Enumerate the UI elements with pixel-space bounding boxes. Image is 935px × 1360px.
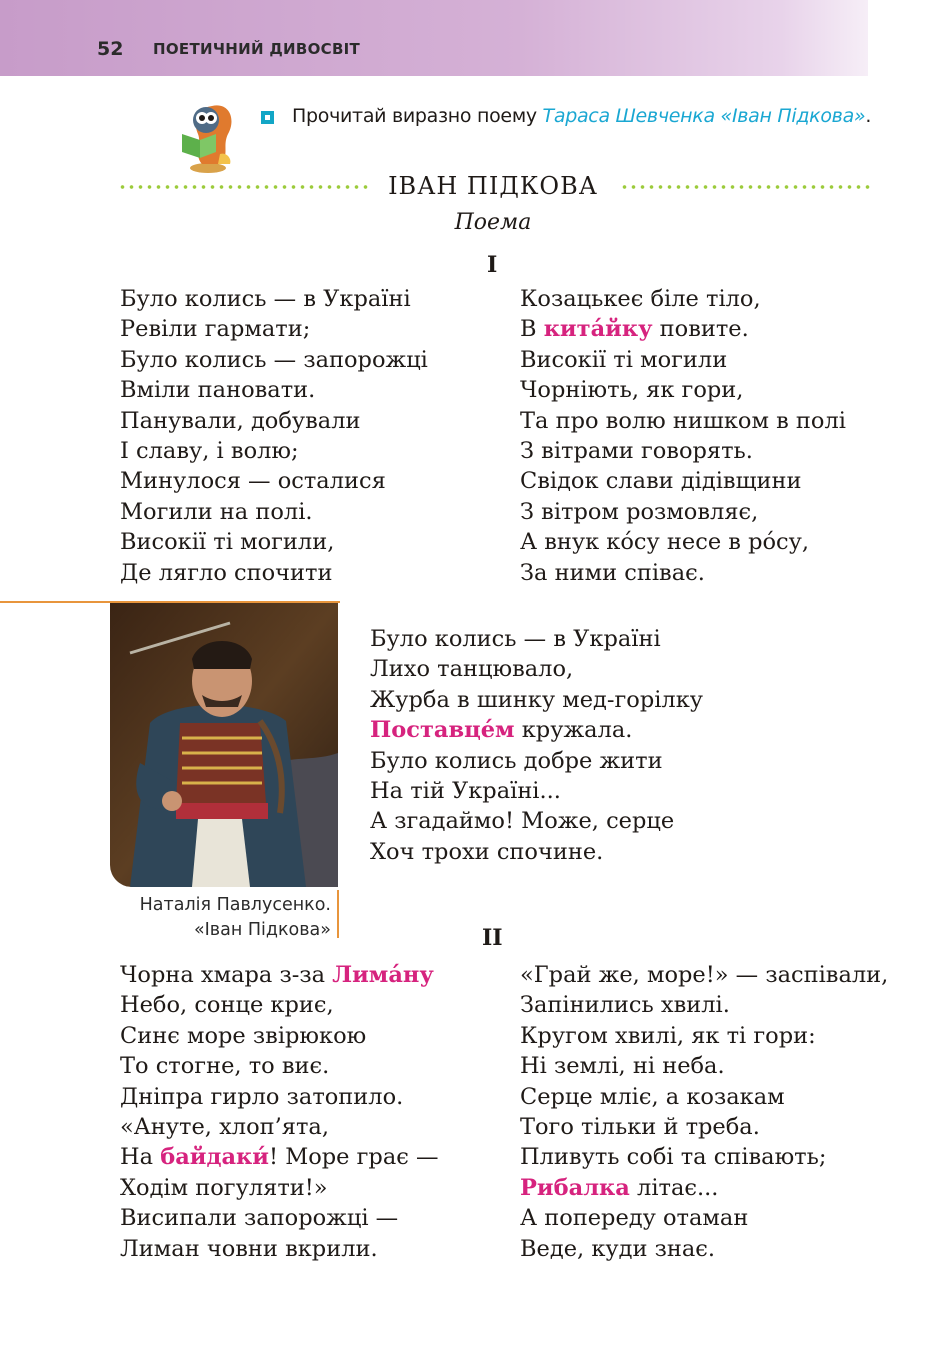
portrait-painting (110, 603, 338, 887)
page-header-band (0, 0, 868, 76)
stanza-4 (120, 960, 439, 1264)
verse-line: З вітром розмовляє, (520, 498, 759, 525)
author-poem-link: Тараса Шевченка «Іван Підкова» (542, 105, 866, 127)
verse-line: То стогне, то виє. (120, 1053, 330, 1080)
verse-line: Лихо танцювало, (370, 656, 574, 683)
poem-subtitle: Поема (454, 210, 532, 235)
caption-title: «Іван Підкова» (193, 920, 331, 940)
verse-line: Козацькеє біле тіло, (520, 286, 761, 312)
section-title: ПОЕТИЧНИЙ ДИВОСВІТ (153, 40, 361, 58)
glossary-word: кита́йку (543, 316, 653, 343)
verse-line: Було колись добре жити (370, 747, 663, 774)
verse-line: Було колись — в Україні (370, 626, 661, 652)
verse-line: Та про волю нишком в полі (520, 407, 846, 434)
verse-line: «Грай же, море!» — заспівали, (520, 962, 889, 988)
task-instruction: Прочитай виразно поему Тараса Шевченка «Іван Підкова». (292, 105, 872, 127)
verse-line: Було колись — запорожці (120, 346, 428, 373)
figure-caption (140, 893, 331, 943)
stanza-2 (520, 284, 846, 588)
verse-line: Ні землі, ні неба. (520, 1053, 725, 1080)
verse-line: І славу, і волю; (120, 437, 299, 464)
verse-line: Високії ті могили, (120, 529, 335, 556)
page-number: 52 (97, 38, 124, 60)
verse-line: «Ануте, хлоп’ята, (120, 1113, 329, 1140)
verse-line: Минулося — осталися (120, 468, 386, 495)
verse-line: Високії ті могили (520, 346, 728, 373)
stanza-5 (520, 960, 888, 1264)
verse-line: Небо, сонце криє, (120, 992, 334, 1019)
part-number-1: I (487, 252, 498, 278)
stanza-1 (120, 284, 428, 588)
verse-line: Панували, добували (120, 407, 361, 434)
glossary-word: байдаки́ (160, 1144, 269, 1171)
glossary-word: Рибалка (520, 1174, 630, 1201)
verse-line: Рибалка літає... (520, 1174, 719, 1201)
verse-line: Хоч трохи спочине. (370, 838, 604, 865)
verse-line: Синє море звірюкою (120, 1022, 367, 1049)
verse-line: Вміли пановати. (120, 377, 316, 404)
verse-line: Ревіли гармати; (120, 316, 311, 343)
verse-line: Дніпра гирло затопило. (120, 1083, 404, 1110)
glossary-word: Лима́ну (332, 962, 434, 988)
verse-line: Чорна хмара з-за Лима́ну (120, 962, 434, 988)
verse-line: Чорніють, як гори, (520, 377, 744, 404)
verse-line: Пливуть собі та співають; (520, 1144, 827, 1171)
stanza-3 (370, 624, 703, 867)
verse-line: Кругом хвилі, як ті гори: (520, 1022, 816, 1049)
verse-line: За ними співає. (520, 559, 705, 586)
glossary-word: Поставце́м (370, 717, 515, 744)
verse-line: Того тільки й треба. (520, 1113, 760, 1140)
verse-line: Свідок слави дідівщини (520, 468, 802, 495)
verse-line: З вітрами говорять. (520, 437, 753, 464)
verse-line: А згадаймо! Може, серце (370, 808, 675, 835)
verse-line: А внук ко́су несе в ро́су, (520, 529, 810, 556)
verse-line: Де лягло спочити (120, 559, 333, 586)
poem-title: ІВАН ПІДКОВА (388, 172, 598, 200)
verse-line: Запінились хвилі. (520, 992, 730, 1019)
part-number-2: II (482, 925, 503, 951)
verse-line: Висипали запорожці — (120, 1205, 399, 1232)
verse-line: Серце мліє, а козакам (520, 1083, 785, 1110)
caption-author: Наталія Павлусенко. (139, 895, 331, 915)
verse-line: Було колись — в Україні (120, 286, 411, 312)
verse-line: На тій Україні... (370, 777, 561, 804)
task-bullet-icon (261, 111, 274, 124)
verse-line: Веде, куди знає. (520, 1235, 716, 1262)
reading-owl-icon (172, 94, 242, 174)
verse-line: Поставце́м кружала. (370, 717, 633, 744)
verse-line: Лиман човни вкрили. (120, 1235, 378, 1262)
verse-line: Могили на полі. (120, 498, 313, 525)
verse-line: На байдаки́! Море грає — (120, 1144, 439, 1171)
verse-line: Ходім погуляти!» (120, 1174, 328, 1201)
verse-line: А попереду отаман (520, 1205, 749, 1232)
caption-accent-bar (337, 890, 339, 938)
verse-line: В кита́йку повите. (520, 316, 749, 343)
verse-line: Журба в шинку мед-горілку (370, 686, 704, 713)
